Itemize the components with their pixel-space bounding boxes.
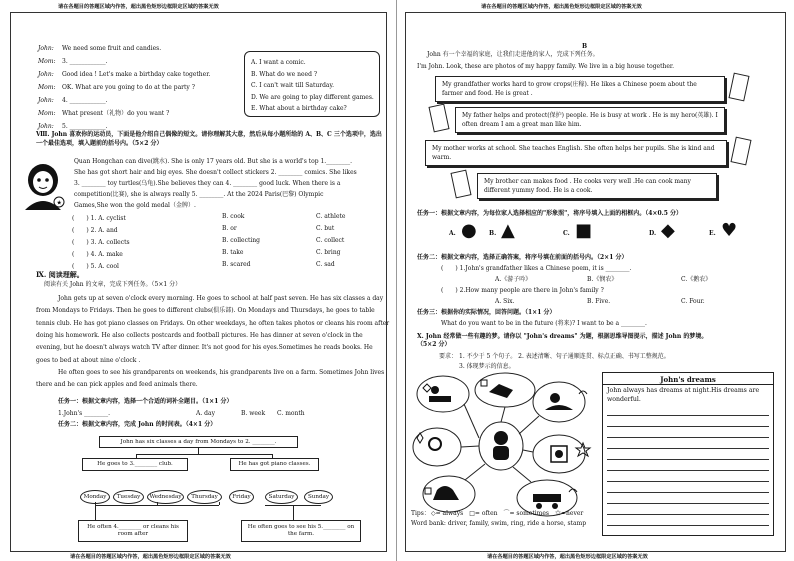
person-photo-icon: ▲	[501, 220, 515, 241]
dialogue-line: Good idea ! Let's make a birthday cake together.	[62, 71, 211, 78]
weekday-oval: Thursday	[187, 490, 222, 504]
dialogue-options-box	[244, 51, 380, 117]
dialogue-speaker: Mom:	[38, 110, 56, 117]
cloze-option: C. sad	[316, 261, 335, 268]
weekday-oval: Friday	[229, 490, 254, 504]
flow-often-box: He often 4.________ or cleans his room after	[78, 520, 188, 542]
passage-line: John gets up at seven o'clock every morning. He goes to school at half past seven. He has six classes a day	[58, 295, 384, 302]
photo-option-letter: D.	[649, 230, 657, 237]
essay-writing-line	[607, 448, 769, 449]
athlete-portrait-icon	[17, 158, 71, 212]
flow-connector	[157, 502, 158, 505]
requirement-2: 3. 体现梦示的信息。	[459, 363, 515, 370]
section9-title: Ⅸ. 阅读理解。	[36, 270, 84, 279]
task2-title: 任务二：根据文章内容，完成 John 的时间表。（4×1 分）	[58, 421, 217, 428]
section8-title: Ⅷ. John 喜欢你的运动员，下面是他介绍自己偶像的短文。请你理解其大意，然后从每小题所给的 A、B、C 三个选项中，选出一个最佳选项，填入题前的括号内。（5×2 分）	[36, 131, 382, 147]
right-page	[397, 0, 794, 561]
cloze-line: Games,She won the gold medal（金牌）.	[74, 202, 196, 209]
header-notice: 请在各题目的答题区域内作答，超出黑色矩形边框限定区域的答案无效	[481, 4, 642, 10]
right-task1-title: 任务一：根据文章内容，为每位家人选择相应的"形象照"，将序号填入上面的相框内。（4×0.5 分）	[417, 210, 682, 217]
dialogue-speaker: John:	[38, 45, 54, 52]
flow-club-box: He goes to 3.________ club.	[82, 458, 188, 471]
cloze-option: C. but	[316, 225, 335, 232]
intro-cn: John 有一个幸福的家庭，让我们走进他的家人，完成下列任务。	[427, 51, 599, 58]
photo-option-letter: E.	[709, 230, 716, 237]
dream-mind-map	[409, 372, 599, 518]
requirement-1: 1. 不少于 5 个句子。 2. 表述清晰、句子通顺连贯、标点正确、书写工整规范。	[459, 353, 670, 360]
dialogue-options	[245, 52, 379, 120]
essay-writing-line	[607, 503, 769, 504]
header-notice: 请在各题目的答题区域内作答，超出黑色矩形边框限定区域的答案无效	[58, 4, 219, 10]
essay-writing-line	[607, 437, 769, 438]
passage-line: there and he can pick apples and feed animals there.	[36, 381, 198, 389]
dialogue-speaker: Mom:	[38, 84, 56, 91]
right-q1-option-b: B.《悯农》	[587, 276, 618, 283]
task1-option-a: A. day	[196, 410, 215, 417]
passage-line: doing his homework. He also collects postcards and football pictures. He has dinner at seven o'clock in the	[36, 331, 363, 339]
dialogue-line: OK. What are you going to do at the party ?	[62, 84, 195, 91]
right-task2-q1: ( ) 1.John's grandfather likes a Chinese poem, it is ________.	[441, 265, 632, 272]
cloze-line: competition(比赛), she is always really 5. ________. At the 2024 Paris(巴黎) Olympic	[74, 191, 324, 198]
footer-notice: 请在各题目的答题区域内作答，超出黑色矩形边框限定区域的答案无效	[70, 554, 231, 560]
family-card: My brother can makes food . He cooks very well .He can cook many different yummy food. He is a cook.	[477, 173, 717, 199]
passage-line: from Mondays to Fridays. Then he goes to different clubs(俱乐部). On Mondays and Thursdays, he goes to table	[36, 307, 375, 315]
right-q2-option-b: B. Five.	[587, 298, 611, 305]
flow-top-box: John has six classes a day from Mondays to 2. ________.	[99, 436, 298, 448]
task1-option-c: C. month	[277, 410, 305, 417]
task1-title: 任务一：根据文章内容，选择一个合适的词补全题目。（1×1 分）	[58, 398, 233, 405]
essay-writing-line	[607, 525, 769, 526]
flow-connector	[293, 505, 294, 520]
dialogue-line: What present（礼物）do you want ?	[62, 110, 170, 117]
right-q1-option-a: A.《游子吟》	[495, 276, 532, 283]
right-task3-question: What do you want to be in the future (将来)? I want to be a ________.	[441, 320, 647, 327]
person-photo-icon: ♥	[721, 220, 738, 241]
passage-line: He often goes to see his grandparents on weekends, his grandparents live on a farm. Sometimes John lives	[58, 368, 385, 376]
cloze-option: ( ) 5. A. cool	[72, 263, 119, 270]
right-q2-option-a: A. Six.	[495, 298, 515, 305]
right-q1-option-c: C.《鹅农》	[681, 276, 712, 283]
word-bank: Word bank: driver, family, swim, ring, ride a horse, stamp	[411, 520, 587, 527]
right-task3-title: 任务三：根据你的实际情况，回答问题。（1×1 分）	[417, 309, 556, 316]
right-task2-title: 任务二：根据文章内容，选择正确答案，将序号填在前面的括号内。（2×1 分）	[417, 254, 628, 261]
section10-score: （5×2 分）	[417, 341, 451, 348]
dialogue-line: We need some fruit and candies.	[62, 45, 162, 52]
photo-option-letter: B.	[489, 230, 497, 237]
passage-line: evening, but he doesn't always watch TV after dinner. It's not good for his eyes.Sometimes he reads books. He	[36, 344, 373, 352]
essay-title: John's dreams	[660, 375, 716, 384]
flow-connector	[95, 502, 96, 520]
dialogue-option: E. What about a birthday cake?	[251, 105, 347, 112]
right-q2-option-c: C. Four.	[681, 298, 705, 305]
dialogue-speaker: Mom:	[38, 58, 56, 65]
family-card: My grandfather works hard to grow crops(庄稼). He likes a Chinese poem about the farmer and food. He is great .	[435, 76, 725, 102]
family-card: My father helps and protect(保护) people. He is busy at work . He is my hero(英雄). I often dream I am a great man like him.	[455, 107, 725, 133]
weekday-oval: Wednesday	[147, 490, 184, 504]
photo-option-letter: A.	[449, 230, 456, 237]
flow-connector	[136, 454, 272, 455]
essay-writing-line	[607, 415, 769, 416]
cloze-line: 3. ________ toy turtles(乌龟).She believes they can 4. ________ good luck. When there is a	[74, 180, 341, 187]
section10-title: Ⅹ. John 经常做一些有趣的梦。请你以 "John's dreams" 为题，根据思维导图提示，描述 John 的梦境。	[417, 333, 708, 340]
cloze-option: ( ) 1. A. cyclist	[72, 215, 126, 222]
weekday-oval: Monday	[80, 490, 110, 504]
dialogue-option: D. We are going to play different games.	[251, 93, 374, 101]
dialogue-line: 4. ____________.	[62, 97, 108, 104]
cloze-option: B. cook	[222, 213, 245, 220]
cloze-option: ( ) 3. A. collects	[72, 239, 130, 246]
cloze-option: B. collecting	[222, 237, 260, 244]
essay-writing-line	[607, 470, 769, 471]
person-photo-icon: ◆	[661, 220, 675, 241]
tips-legend: ◇= always □= often ⌒= sometimes ☆=never	[431, 510, 584, 517]
cloze-line: She has got short hair and big eyes. She doesn't collect stickers 2. ________ comics. She likes	[74, 169, 357, 176]
passage-line: goes to bed at about nine o'clock .	[36, 356, 141, 364]
weekday-oval: Tuesday	[113, 490, 144, 504]
cloze-option: C. athlete	[316, 213, 346, 220]
flow-connector	[95, 505, 219, 506]
photo-option-letter: C.	[563, 230, 570, 237]
footer-notice: 请在各题目的答题区域内作答，超出黑色矩形边框限定区域的答案无效	[487, 554, 648, 560]
person-photo-icon: ■	[575, 220, 593, 241]
dialogue-line: 5. ____________.	[62, 123, 108, 130]
task1-option-b: B. week	[241, 410, 266, 417]
weekday-oval: Sunday	[304, 490, 333, 504]
flow-grand-box: He often goes to see his 5.________ on the farm.	[241, 520, 361, 542]
essay-writing-line	[607, 426, 769, 427]
cloze-line: Quan Hongchan can dive(跳水). She is only 17 years old. But she is a world's top 1.________.	[74, 158, 353, 165]
flow-connector	[219, 502, 220, 505]
cloze-option: ( ) 2. A. and	[72, 227, 118, 234]
cloze-option: C. collect	[316, 237, 345, 244]
requirements-label: 要求：	[439, 353, 458, 360]
dialogue-option: B. What do we need ?	[251, 70, 318, 78]
cloze-option: B. take	[222, 249, 244, 256]
cloze-option: C. bring	[316, 249, 341, 256]
flow-piano-box: He has got piano classes.	[230, 458, 319, 471]
dialogue-speaker: John:	[38, 97, 54, 104]
essay-title-rule	[603, 384, 773, 385]
section9-instruction: 阅读有关 John 的文章，完成下列任务。（5×1 分）	[44, 281, 182, 288]
section-b-label: B	[582, 43, 588, 50]
essay-writing-line	[607, 459, 769, 460]
cloze-option: B. or	[222, 225, 237, 232]
cloze-option: B. scared	[222, 261, 251, 268]
family-card: My mother works at school. She teaches English. She often helps her pupils. She is kind and warm.	[425, 140, 727, 166]
task1-question: 1.John's ________.	[58, 410, 111, 417]
essay-box[interactable]	[602, 372, 774, 536]
tips-label: Tips：	[411, 510, 430, 517]
right-task2-q2: ( ) 2.How many people are there in John's family ?	[441, 287, 604, 294]
dialogue-speaker: John:	[38, 123, 54, 130]
dialogue-option: C. I can't wait till Saturday.	[251, 82, 335, 89]
essay-writing-line	[607, 481, 769, 482]
svg-text:★: ★	[56, 199, 62, 207]
person-photo-icon: ●	[461, 220, 477, 241]
essay-start: John always has dreams at night.His dreams are wonderful.	[607, 387, 760, 403]
weekday-oval: Saturday	[265, 490, 298, 504]
passage-line: tennis club. He has got piano classes on Fridays. On other weekdays, he often takes photos or cleans his room after	[36, 319, 390, 327]
dialogue-speaker: John:	[38, 71, 54, 78]
dialogue-line: 3. ____________.	[62, 58, 108, 65]
cloze-option: ( ) 4. A. make	[72, 251, 123, 258]
essay-writing-line	[607, 514, 769, 515]
intro-en: I'm John. Look, these are photos of my happy family. We live in a big house together.	[417, 63, 675, 70]
dialogue-option: A. I want a comic.	[251, 59, 306, 66]
essay-writing-line	[607, 492, 769, 493]
